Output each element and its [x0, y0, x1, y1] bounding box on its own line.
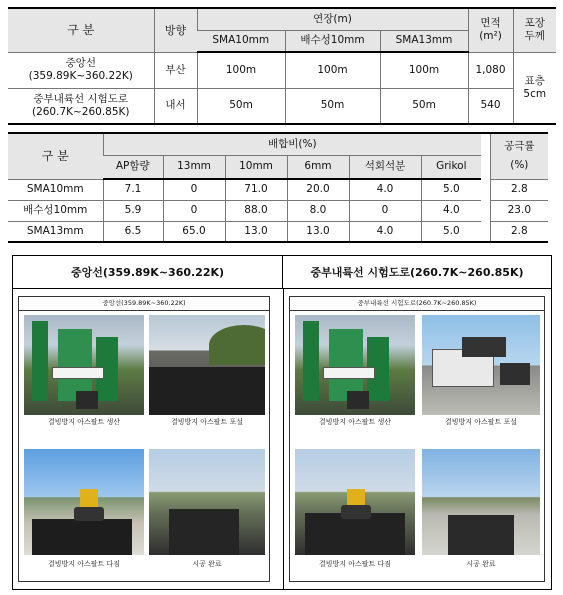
- row-value: 0: [349, 200, 421, 221]
- table-row: [8, 179, 548, 200]
- header-void: [490, 133, 548, 179]
- row-value: 4.0: [349, 221, 421, 242]
- header-paving: [513, 8, 556, 52]
- photo-heading-left: 중앙선(359.89K~360.22K): [13, 256, 283, 289]
- photo-divider: [283, 289, 284, 589]
- photo-construction-complete: [149, 449, 265, 555]
- header-gubun: 구 분: [8, 8, 154, 52]
- row-value: 13.0: [225, 221, 287, 242]
- row-value: 100m: [285, 52, 380, 88]
- table-row: [8, 52, 556, 88]
- photo-construction-complete: [422, 449, 540, 555]
- row-value: 0: [163, 200, 225, 221]
- header-col-grikol: Grikol: [421, 155, 481, 179]
- row-void: 2.8: [490, 221, 548, 242]
- photo-caption: 결빙방지 아스팔트 다짐: [318, 560, 392, 568]
- photo-asphalt-production: [24, 315, 144, 415]
- row-value: 5.9: [103, 200, 163, 221]
- row-name-cell: [8, 52, 154, 88]
- header-mix: 배합비(%): [103, 133, 481, 155]
- row-value: 100m: [197, 52, 285, 88]
- photo-asphalt-compaction: [24, 449, 144, 555]
- row-value: 0: [163, 179, 225, 200]
- column-gap: [481, 133, 490, 242]
- construction-section-table: [8, 7, 556, 125]
- thickness-label: 표층: [524, 74, 545, 87]
- row-value: 7.1: [103, 179, 163, 200]
- table-row: [8, 200, 548, 221]
- photo-heading-right: 중부내륙선 시험도로(260.7K~260.85K): [283, 256, 551, 289]
- row-direction: 부산: [154, 52, 197, 88]
- photo-caption: 결빙방지 아스팔트 다짐: [47, 560, 121, 568]
- photo-asphalt-paving: [149, 315, 265, 415]
- photo-caption: 시공 완료: [466, 560, 496, 568]
- row-value: 8.0: [287, 200, 349, 221]
- header-col-6mm: 6mm: [287, 155, 349, 179]
- panel-title: 중앙선(359.89K~360.22K): [19, 297, 269, 311]
- photo-asphalt-paving: [422, 315, 540, 415]
- construction-photos: [12, 255, 552, 590]
- photo-caption: 결빙방지 아스팔트 포설: [444, 418, 518, 426]
- header-col-sma13: SMA13mm: [380, 30, 468, 52]
- row-value: 65.0: [163, 221, 225, 242]
- header-paving-label: 포장: [524, 17, 545, 30]
- row-name: SMA10mm: [8, 179, 103, 200]
- table-row: [8, 88, 556, 124]
- photo-panel-right: [289, 296, 545, 582]
- row-void: 23.0: [490, 200, 548, 221]
- header-col-13mm: 13mm: [163, 155, 225, 179]
- header-area: [468, 8, 513, 52]
- row-name: 중부내륙선 시험도로: [33, 92, 129, 105]
- thickness-value: 5cm: [523, 87, 547, 100]
- row-name: 배수성10mm: [8, 200, 103, 221]
- row-name: 중앙선: [65, 57, 96, 69]
- table-row: [8, 221, 548, 242]
- row-value: 13.0: [287, 221, 349, 242]
- row-direction: 내서: [154, 88, 197, 124]
- row-value: 50m: [380, 88, 468, 124]
- photo-caption: 결빙방지 아스팔트 생산: [47, 418, 121, 426]
- photo-asphalt-compaction: [295, 449, 415, 555]
- header-col-10mm: 10mm: [225, 155, 287, 179]
- row-value: 88.0: [225, 200, 287, 221]
- header-col-sma10: SMA10mm: [197, 30, 285, 52]
- row-value: 4.0: [349, 179, 421, 200]
- row-value: 71.0: [225, 179, 287, 200]
- header-area-label: 면적: [480, 17, 501, 30]
- header-col-limestone: 석회석분: [349, 155, 421, 179]
- mix-ratio-table: [8, 132, 548, 243]
- photo-asphalt-production: [295, 315, 415, 415]
- row-value: 50m: [285, 88, 380, 124]
- header-direction: 방향: [154, 8, 197, 52]
- photo-caption: 결빙방지 아스팔트 생산: [318, 418, 392, 426]
- row-range: (359.89K~360.22K): [28, 70, 133, 82]
- row-value: 20.0: [287, 179, 349, 200]
- row-name-cell: [8, 88, 154, 124]
- header-area-unit: (m²): [479, 30, 502, 43]
- header-length: 연장(m): [197, 8, 468, 30]
- panel-title: 중부내륙선 시험도로(260.7K~260.85K): [290, 297, 544, 311]
- row-value: 5.0: [421, 221, 481, 242]
- row-value: 100m: [380, 52, 468, 88]
- row-value: 50m: [197, 88, 285, 124]
- header-col-drain10: 배수성10mm: [285, 30, 380, 52]
- header-paving-label-2: 두께: [524, 30, 545, 43]
- row-value: 4.0: [421, 200, 481, 221]
- header-void-unit: (%): [510, 159, 529, 172]
- row-value: 5.0: [421, 179, 481, 200]
- photo-caption: 시공 완료: [192, 560, 222, 568]
- photo-panel-left: [18, 296, 270, 582]
- row-area: 1,080: [468, 52, 513, 88]
- thickness-cell: [513, 52, 556, 124]
- row-area: 540: [468, 88, 513, 124]
- row-void: 2.8: [490, 179, 548, 200]
- photo-caption: 결빙방지 아스팔트 포설: [170, 418, 244, 426]
- row-name: SMA13mm: [8, 221, 103, 242]
- header-col-ap: AP함량: [103, 155, 163, 179]
- row-range: (260.7K~260.85K): [31, 105, 130, 118]
- header-gubun: 구 분: [8, 133, 103, 179]
- row-value: 6.5: [103, 221, 163, 242]
- header-void-label: 공극률: [504, 140, 535, 153]
